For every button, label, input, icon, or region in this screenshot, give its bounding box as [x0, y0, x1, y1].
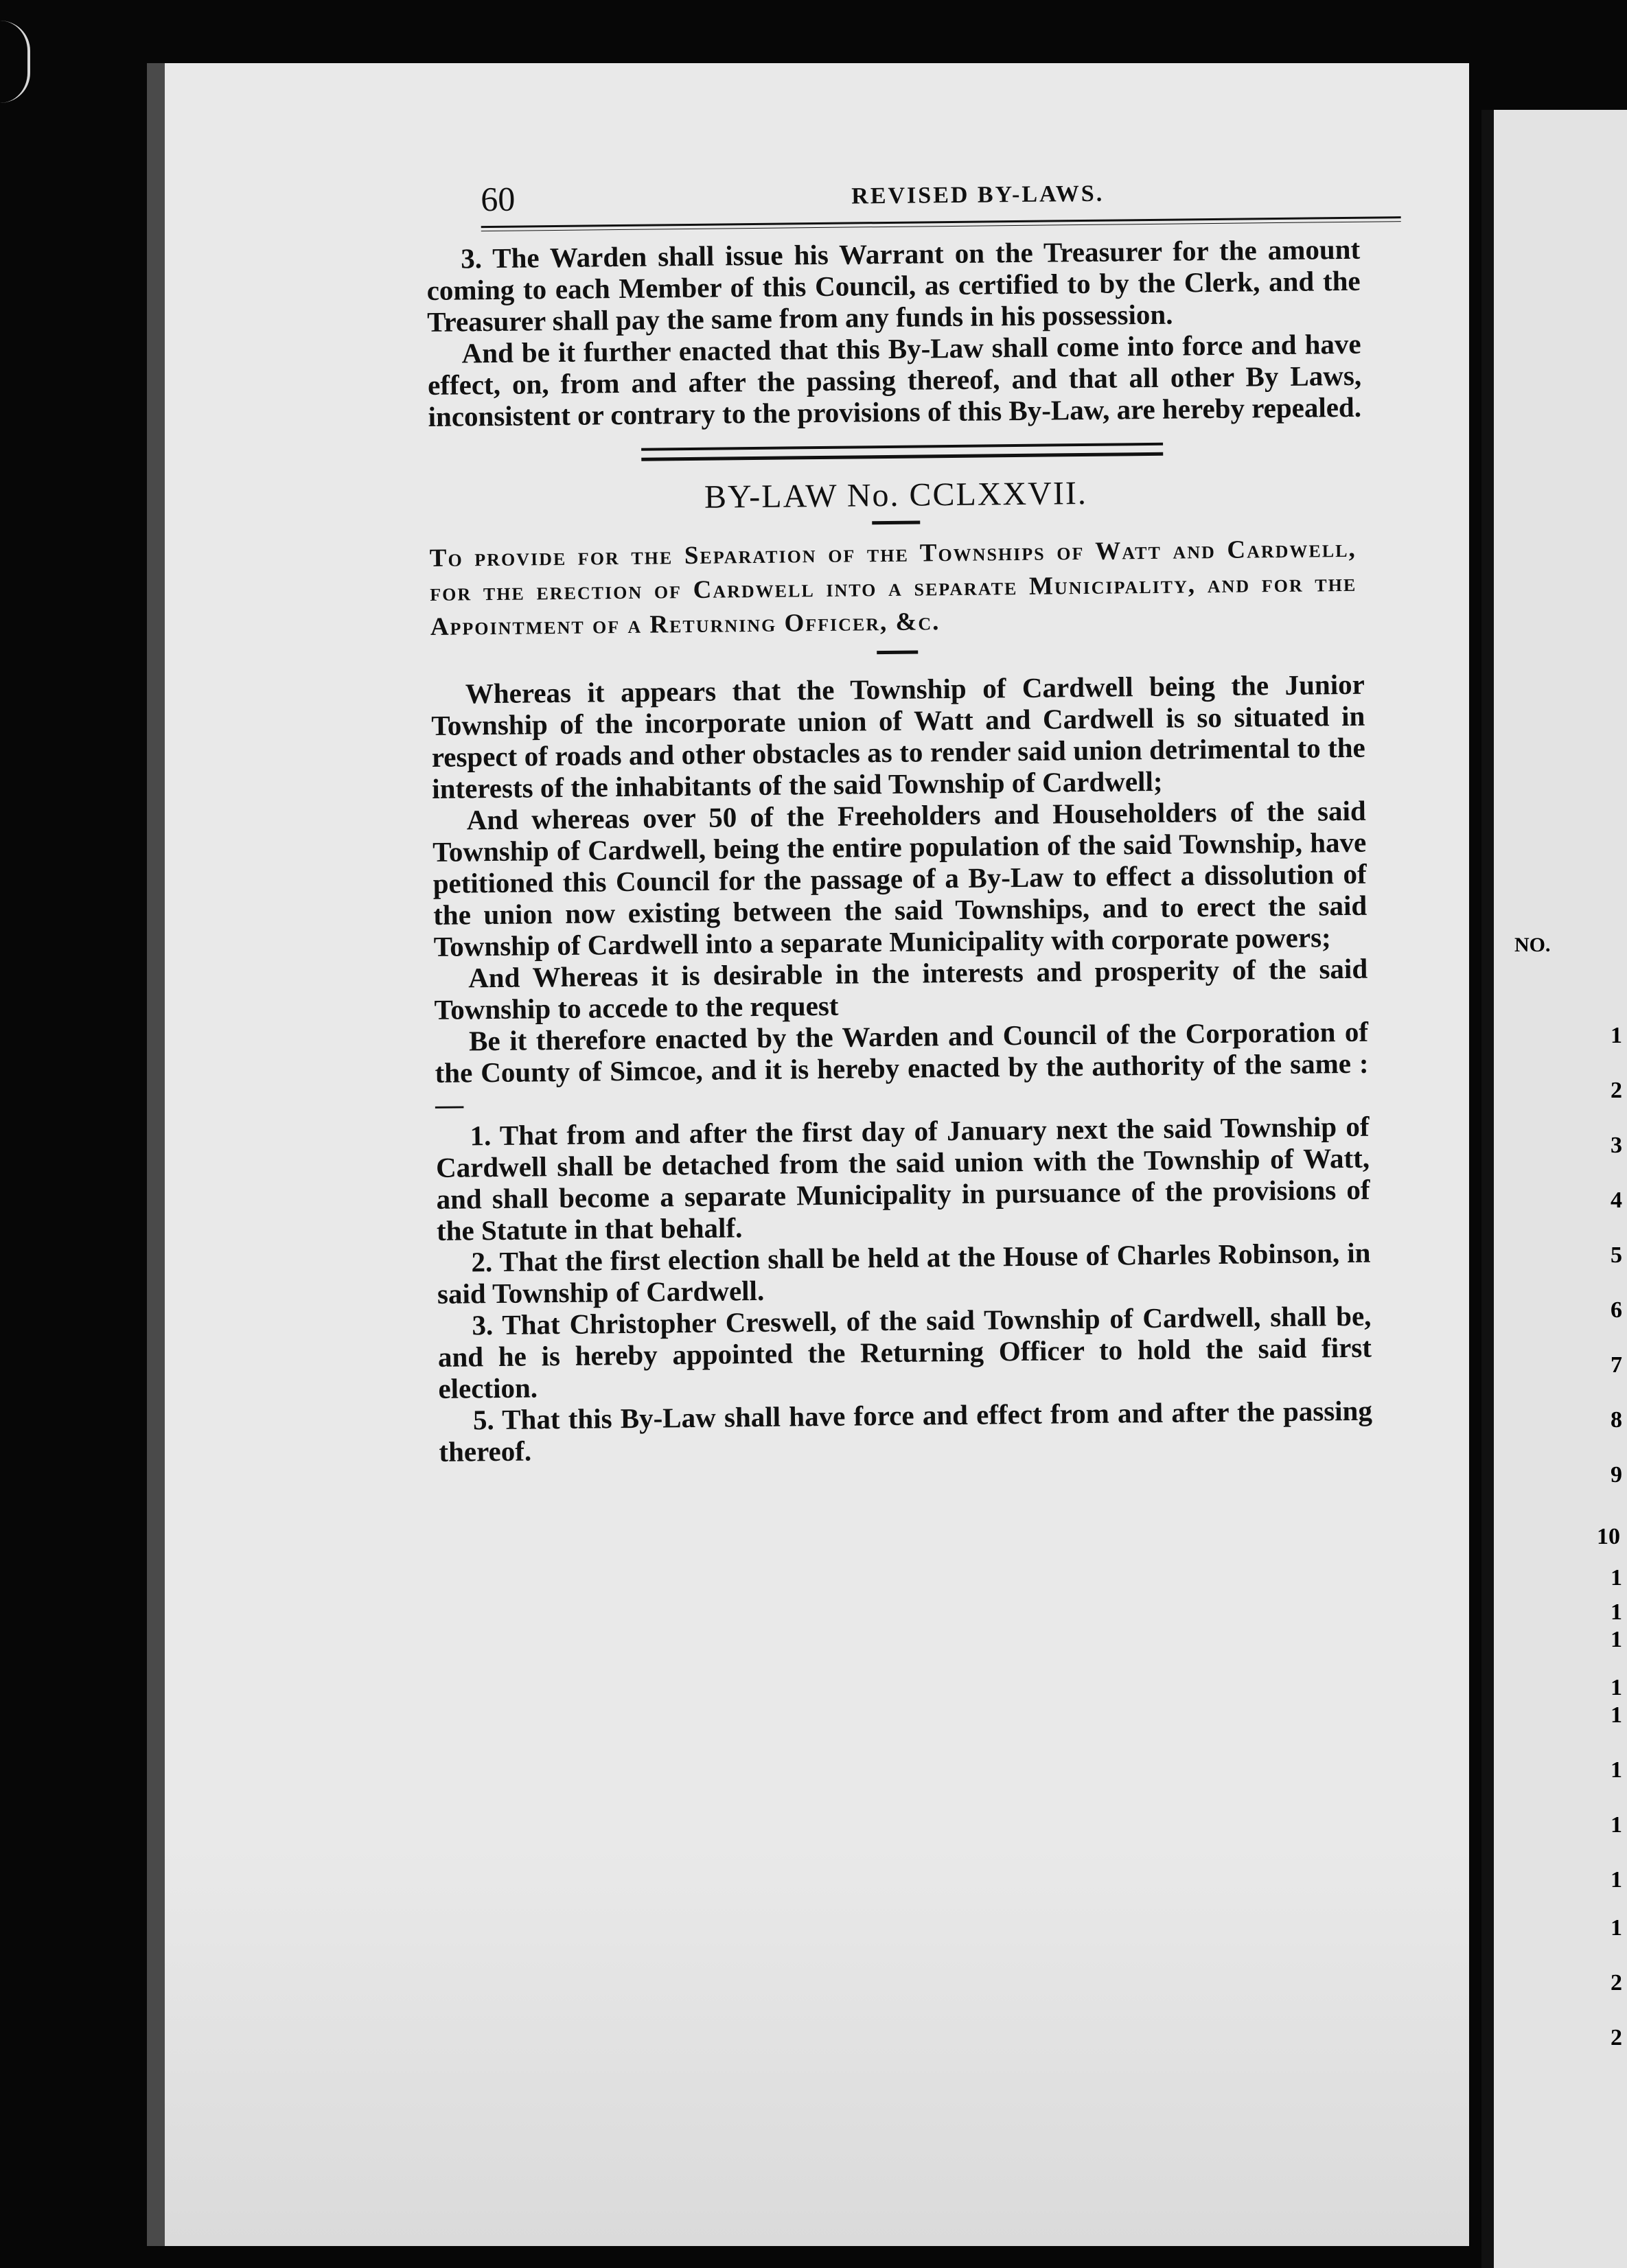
previous-bylaw-enactment: And be it further enacted that this By-Law shall come into force and have effect, on, from and after the passing thereof, and that all other By Laws, inconsistent or contrary to the provisions of this By-Law, are hereby repealed.: [427, 327, 1362, 432]
facing-page-number: 1: [1611, 1812, 1622, 1838]
facing-page-number: 2: [1611, 1970, 1622, 1995]
bylaw-title: BY-LAW No. CCLXXVII.: [704, 474, 1088, 516]
facing-page-column-label: NO.: [1514, 934, 1551, 956]
facing-page-number: 1: [1611, 1599, 1622, 1625]
bylaw-paragraph: Be it therefore enacted by the Warden and Council of the Corporation of the County of Simcoe, and it is hereby enacted by the authority of the same :—: [435, 1015, 1369, 1120]
facing-page-number: 1: [1611, 1757, 1622, 1783]
page-number: 60: [481, 179, 516, 219]
facing-page-number: 1: [1611, 1915, 1622, 1941]
facing-page-number: 10: [1597, 1524, 1620, 1549]
facing-page-number: 1: [1611, 1565, 1622, 1590]
facing-page-number: 8: [1611, 1407, 1622, 1433]
previous-bylaw-clause-3: 3. The Warden shall issue his Warrant on the Treasurer for the amount coming to each Member of this Council, as certified to by the Clerk, and the Treasurer shall pay the same from any funds in his possession.: [426, 233, 1361, 338]
subtitle-rule: [877, 651, 918, 655]
facing-page-number: 7: [1611, 1352, 1622, 1378]
scan-edge-mark: [0, 21, 30, 103]
facing-page-number: 3: [1611, 1133, 1622, 1158]
facing-page-number: 5: [1611, 1242, 1622, 1268]
facing-page-number: 1: [1611, 1867, 1622, 1893]
facing-page-number: 9: [1611, 1462, 1622, 1488]
title-rule: [872, 520, 920, 524]
bylaw-clause-5: 5. That this By-Law shall have force and effect from and after the passing thereof.: [439, 1394, 1373, 1468]
facing-page-number: 1: [1611, 1627, 1622, 1652]
facing-page-number: 6: [1611, 1297, 1622, 1323]
bylaw-paragraph: And Whereas it is desirable in the interests and prosperity of the said Township to accede to the request: [434, 952, 1368, 1026]
bylaw-clause-1: 1. That from and after the first day of January next the said Township of Cardwell shall be detached from the said union with the Township of Watt, and shall become a separate Municipality in pursuance of the provisions of the Statute in that behalf.: [435, 1110, 1370, 1247]
facing-page-number: 1: [1611, 1675, 1622, 1700]
bylaw-clause-3: 3. That Christopher Creswell, of the said Township of Cardwell, shall be, and he is hereby appointed the Returning Officer to hold the said first election.: [437, 1299, 1372, 1404]
bylaw-subtitle: To provide for the Separation of the Townships of Watt and Cardwell, for the erection of Cardwell into a separate Municipality, and for the Appointment of a Returning Officer, &c.: [429, 534, 1357, 641]
bylaw-paragraph: And whereas over 50 of the Freeholders and Householders of the said Township of Cardwell, being the entire population of the said Township, have petitioned this Council for the passage of a By-Law to effect a dissolution of the union now existing between the said Townships, and to erect the said Township of Cardwell into a separate Municipality with corporate powers;: [432, 794, 1368, 962]
facing-page-number: 1: [1611, 1702, 1622, 1728]
facing-page-number: 1: [1611, 1023, 1622, 1048]
facing-page-number: 4: [1611, 1188, 1622, 1213]
section-divider: [641, 443, 1163, 461]
facing-page-number: 2: [1611, 1078, 1622, 1103]
bylaw-clause-2: 2. That the first election shall be held at the House of Charles Robinson, in said Township of Cardwell.: [437, 1236, 1371, 1310]
page-header: [426, 170, 1360, 235]
page-content: [426, 170, 1373, 1468]
facing-page: [1481, 110, 1627, 2268]
facing-page-number: 2: [1611, 2025, 1622, 2050]
running-head: REVISED BY-LAWS.: [851, 181, 1105, 209]
bylaw-paragraph: Whereas it appears that the Township of Cardwell being the Junior Township of the incorporate union of Watt and Cardwell is so situated in respect of roads and other obstacles as to render said union detrimental to the interests of the inhabitants of the said Township of Cardwell;: [431, 668, 1365, 805]
header-rule: [481, 216, 1401, 231]
page-stain: [165, 1848, 1469, 2246]
